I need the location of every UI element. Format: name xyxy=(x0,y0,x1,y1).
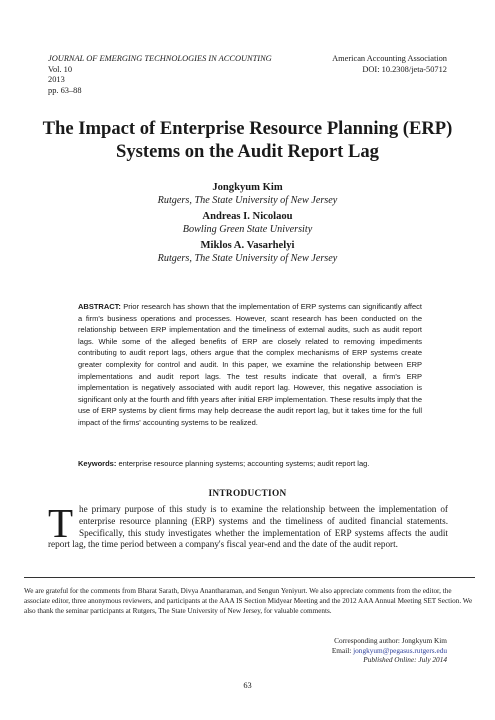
page-number: 63 xyxy=(243,681,252,690)
abstract xyxy=(78,301,422,429)
year: 2013 xyxy=(48,75,65,85)
journal-name: JOURNAL OF EMERGING TECHNOLOGIES IN ACCOUNTING xyxy=(48,54,272,63)
header-right xyxy=(332,54,447,75)
abstract-label: ABSTRACT: xyxy=(78,302,121,311)
author-name: Andreas I. Nicolaou xyxy=(202,211,293,222)
correspondence-block xyxy=(332,636,447,665)
email-link[interactable]: jongkyum@pegasus.rutgers.edu xyxy=(353,645,447,655)
abstract-text: Prior research has shown that the implementation of ERP systems can significantly affect a firm's business operations and processes. However, scant research has been conducted on the relationship between ERP implementation and the timeliness of external audits, such as audit report lags. While some of the alleged benefits of ERP are closely related to removing impediments contributing to audit report lags, others argue that the complex mechanisms of ERP systems create greater complexity for control and audit. In this paper, we examine the relationship between ERP implementations and audit report lags. The test results indicate that overall, a firm's ERP implementation is negatively associated with audit report lag. However, this negative association is significant only at the fourth and fifth years after initial ERP implementation. These results imply that the use of ERP systems by client firms may help decrease the audit report lag, but it takes time for the full impact of the firms' accounting systems to be realized. xyxy=(78,302,422,427)
email-line xyxy=(332,646,447,656)
volume: Vol. 10 xyxy=(48,64,73,74)
author-affiliation: Rutgers, The State University of New Jersey xyxy=(157,195,338,206)
publisher: American Accounting Association xyxy=(332,54,447,63)
introduction-text: he primary purpose of this study is to examine the relationship between the implementation of enterprise resource planning (ERP) systems and the timeliness of audited financial statements. Specifically, this study investigates whether the implementation of ERP systems affects the audit report lag, the time period between a company's fiscal year-end and the date of the audit report. xyxy=(48,504,448,550)
author-list xyxy=(40,178,455,265)
header-left xyxy=(48,54,272,96)
keywords-text: enterprise resource planning systems; accounting systems; audit report lag. xyxy=(118,459,370,468)
acknowledgment: We are grateful for the comments from Bharat Sarath, Divya Anantharaman, and Sengun Yeniyurt. We also appreciate comments from the editor, the associate editor, three anonymous reviewers, and participants at the AAA IS Section Midyear Meeting and the 2012 AAA Annual Meeting SET Section. We also thank the seminar participants at Rutgers, The State University of New Jersey, for valuable comments. xyxy=(24,587,473,615)
email-label: Email: xyxy=(331,645,352,655)
corresponding-author: Corresponding author: Jongkyum Kim xyxy=(334,636,447,645)
keywords-label: Keywords: xyxy=(78,459,117,468)
introduction-paragraph xyxy=(48,500,448,551)
section-heading: INTRODUCTION xyxy=(208,489,287,499)
author-affiliation: Bowling Green State University xyxy=(182,224,313,235)
drop-cap: T xyxy=(48,500,74,546)
keywords xyxy=(78,459,422,468)
published-date: Published Online: July 2014 xyxy=(363,655,447,665)
author-affiliation: Rutgers, The State University of New Jersey xyxy=(157,253,338,264)
author-name: Miklos A. Vasarhelyi xyxy=(200,240,295,251)
paper-title: The Impact of Enterprise Resource Planning (ERP) Systems on the Audit Report Lag xyxy=(42,118,453,162)
author-name: Jongkyum Kim xyxy=(212,182,283,193)
doi[interactable]: DOI: 10.2308/jeta-50712 xyxy=(362,64,447,74)
page-range: pp. 63–88 xyxy=(48,85,82,95)
footnote-divider xyxy=(24,577,475,578)
